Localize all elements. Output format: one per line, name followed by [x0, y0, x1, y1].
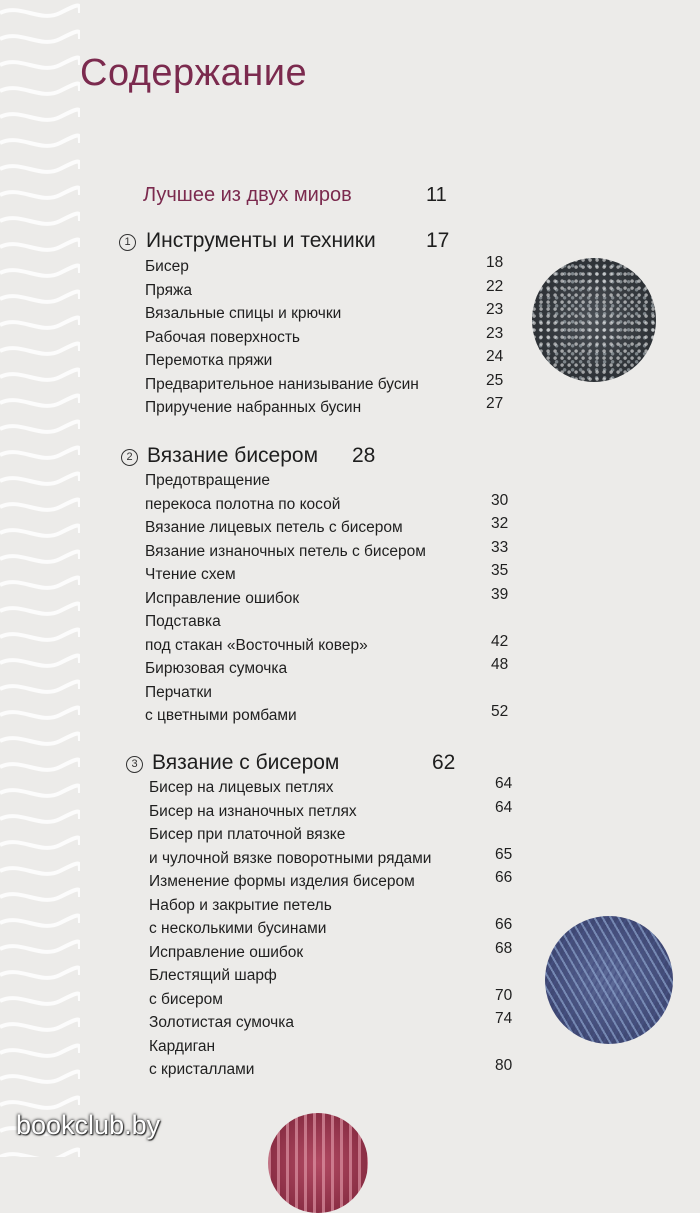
toc-page-number: 18	[486, 254, 504, 271]
toc-entry: Перчатки	[145, 683, 212, 701]
pink-knit-photo	[268, 1113, 368, 1213]
toc-entry: Приручение набранных бусин	[145, 399, 362, 416]
section-heading: Инструменты и техники	[146, 229, 376, 252]
toc-entry: под стакан «Восточный ковер»	[145, 636, 368, 654]
toc-entry: Бисер на изнаночных петлях	[149, 802, 357, 820]
toc-entry: Вязальные спицы и крючки	[145, 305, 342, 322]
toc-entry: Вязание изнаночных петель с бисером	[145, 542, 426, 560]
toc-entry: Предотвращение	[145, 472, 270, 489]
toc-page-number: 68	[495, 939, 513, 957]
toc-page-number: 48	[491, 656, 509, 673]
toc-entry: Подставка	[145, 613, 221, 630]
toc-entry: Вязание лицевых петель с бисером	[145, 519, 403, 536]
toc-entry: с несколькими бусинами	[149, 920, 327, 937]
toc-entry: Рабочая поверхность	[145, 328, 300, 346]
section-heading: Вязание бисером	[147, 444, 319, 467]
toc-entry: с кристаллами	[149, 1061, 255, 1078]
toc-entry: Кардиган	[149, 1037, 216, 1055]
intro-heading: Лучшее из двух миров	[143, 184, 352, 206]
blue-beaded-knit-photo	[545, 916, 673, 1044]
toc-page-number: 74	[495, 1010, 513, 1027]
toc-entry: Блестящий шарф	[149, 967, 277, 984]
toc-page-number: 70	[495, 986, 513, 1004]
toc-entry: Набор и закрытие петель	[149, 896, 332, 914]
toc-entry: Чтение схем	[145, 566, 236, 583]
toc-entry: Исправление ошибок	[145, 589, 300, 607]
toc-page-number: 24	[486, 348, 504, 365]
toc-entry: Предварительное нанизывание бусин	[145, 375, 419, 393]
toc-entry: и чулочной вязке поворотными рядами	[149, 849, 432, 867]
toc-page-number: 27	[486, 395, 504, 412]
section-heading: Вязание с бисером	[152, 751, 340, 774]
toc-page-number: 25	[486, 371, 504, 389]
toc-entry: Бисер	[145, 258, 189, 275]
toc-page-number: 42	[491, 632, 509, 650]
toc-page-number: 35	[491, 562, 509, 579]
toc-entry: Бирюзовая сумочка	[145, 660, 288, 677]
toc-page-number: 64	[495, 798, 513, 816]
section-page-number: 17	[426, 229, 450, 252]
toc-page-number: 23	[486, 301, 504, 318]
toc-page-number: 66	[495, 869, 513, 886]
section-page-number: 28	[352, 444, 376, 467]
toc-page-number: 64	[495, 775, 513, 792]
intro-page-number: 11	[426, 184, 447, 206]
decorative-wave-border	[0, 0, 80, 1157]
toc-page-number: 52	[491, 703, 509, 720]
toc-page-number: 39	[491, 585, 509, 603]
section-number-circle: 2	[121, 449, 138, 466]
toc-page-number: 23	[486, 324, 504, 342]
section-number-circle: 3	[126, 756, 143, 773]
toc-page-number: 32	[491, 515, 509, 532]
watermark: bookclub.by	[16, 1110, 161, 1140]
toc-entry: Пряжа	[145, 281, 192, 299]
section-page-number: 62	[432, 751, 456, 774]
toc-entry: с цветными ромбами	[145, 707, 297, 724]
toc-entry: Золотистая сумочка	[149, 1014, 294, 1031]
toc-entry: перекоса полотна по косой	[145, 495, 341, 513]
toc-page-number: 33	[491, 538, 509, 556]
toc-entry: Исправление ошибок	[149, 943, 304, 961]
toc-page-number: 22	[486, 277, 504, 295]
toc-page-number: 80	[495, 1057, 513, 1074]
toc-entry: Бисер при платочной вязке	[149, 826, 346, 843]
toc-entry: Бисер на лицевых петлях	[149, 779, 334, 796]
toc-page-number: 65	[495, 845, 513, 863]
black-beads-photo	[532, 258, 656, 382]
section-number-circle: 1	[119, 234, 136, 251]
toc-entry: Изменение формы изделия бисером	[149, 873, 415, 890]
toc-entry: с бисером	[149, 990, 223, 1008]
page-title: Содержание	[80, 52, 308, 94]
toc-page-number: 66	[495, 916, 513, 933]
toc-page-number: 30	[491, 491, 509, 509]
toc-entry: Перемотка пряжи	[145, 352, 273, 369]
